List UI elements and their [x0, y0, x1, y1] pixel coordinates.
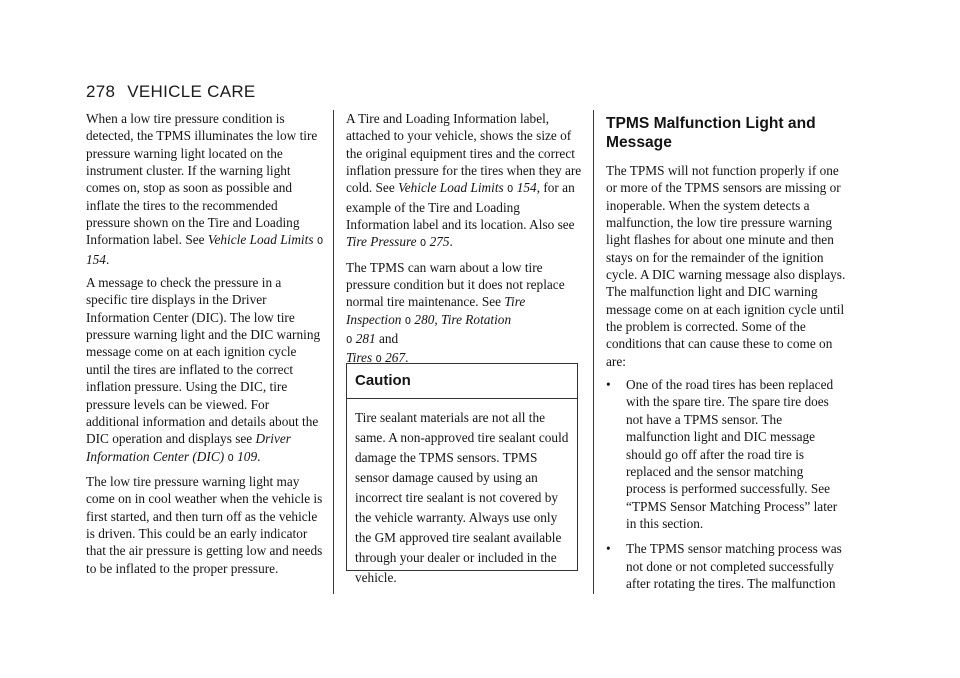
paragraph-text: A Tire and Loading Information label, attached to your vehicle, shows the size of the original equipment tires and the correct inflation pressure for the tires when they are cold. See	[346, 111, 582, 196]
cross-reference-link[interactable]: Tire Inspection 0 280	[346, 294, 526, 327]
page-ref-arrow-icon: 0	[346, 335, 353, 347]
bullet-icon: •	[606, 541, 611, 557]
page-ref-arrow-icon: 0	[507, 184, 514, 196]
cross-reference-link[interactable]: Vehicle Load Limits 0 154	[398, 180, 537, 196]
page-header	[86, 82, 268, 102]
column-divider	[333, 110, 334, 594]
cross-reference-link[interactable]: Vehicle Load Limits 0 154	[86, 232, 324, 267]
caution-title: Caution	[347, 364, 577, 399]
column-2	[346, 110, 582, 375]
page-number: 278	[86, 82, 116, 101]
column-1	[86, 110, 324, 583]
cross-reference-link[interactable]: Tire Pressure 0 275	[346, 234, 450, 250]
page-ref-arrow-icon: 0	[419, 238, 427, 250]
cross-reference-link[interactable]: Tires 0 267	[346, 350, 406, 366]
caution-text: Tire sealant materials are not all the same. A non-approved tire sealant could damage the TPMS sensors. TPMS sensor damage caused by using an incorrect tire sealant is not covered by the vehicle warranty. Always use only the GM approved tire sealant available through your dealer or included in the vehicle.	[355, 410, 569, 585]
bullet-icon: •	[606, 377, 611, 393]
paragraph-text: When a low tire pressure condition is detected, the TPMS illuminates the low tire pressure warning light located on the instrument cluster. If the warning light comes on, stop as soon as possible and inflate the tires to the recommended pressure shown on the Tire and Loading Information label. See	[86, 111, 318, 248]
paragraph-text: A message to check the pressure in a specific tire displays in the Driver Information Center (DIC). The low tire pressure warning light and the DIC warning message come on at each ignition cycle until the tires are inflated to the correct inflation pressure. Using the DIC, tire pressure levels can be viewed. For additional information and details about the DIC operation and displays see	[86, 275, 321, 447]
paragraph: The TPMS can warn about a low tire pressure condition but it does not replace normal tire maintenance. See Tire Inspection 0 280, Tire Rotation 0 281 and Tires 0 267.	[346, 259, 565, 366]
paragraph-text: The TPMS can warn about a low tire pressure condition but it does not replace normal tire maintenance. See	[346, 259, 565, 310]
paragraph: A Tire and Loading Information label, attached to your vehicle, shows the size of the original equipment tires and the correct inflation pressure for the tires when they are cold. See Vehicle Load Limits 0 154, for an example of the Tire and Loading Information label and its location. Also see Tire Pressure 0 275.	[346, 111, 582, 250]
paragraph: The TPMS will not function properly if one or more of the TPMS sensors are missing or inoperable. When the system detects a malfunction, the low tire pressure warning light flashes for about one minute and then stays on for the remainder of the ignition cycle. A DIC warning message also displays. The malfunction light and DIC warning message come on at each ignition cycle until the problem is corrected. Some of the conditions that can cause these to come on are:	[606, 163, 846, 369]
paragraph: The low tire pressure warning light may come on in cool weather when the vehicle is first started, and then turn off as the vehicle is driven. This could be an early indicator that the air pressure is getting low and needs to be inflated to the proper pressure.	[86, 473, 323, 576]
cross-reference-link[interactable]: Tire Rotation 0 281	[346, 311, 512, 347]
column-3	[606, 114, 846, 600]
page-ref-arrow-icon: 0	[316, 236, 324, 248]
section-title: VEHICLE CARE	[127, 82, 256, 101]
paragraph: When a low tire pressure condition is detected, the TPMS illuminates the low tire pressure warning light located on the instrument cluster. If the warning light comes on, stop as soon as possible and inflate the tires to the recommended pressure shown on the Tire and Loading Information label. See Vehicle Load Limits 0 154.	[86, 111, 324, 267]
list-item: • One of the road tires has been replaced with the spare tire. The spare tire does not have a TPMS sensor. The malfunction light and DIC message should go off after the road tire is replaced and the sensor matching process is performed successfully. See “TPMS Sensor Matching Process” later in this section.	[606, 377, 838, 531]
section-heading: TPMS Malfunction Light and Message	[606, 115, 816, 151]
page-ref-arrow-icon: 0	[227, 452, 234, 464]
page-ref-arrow-icon: 0	[404, 315, 412, 327]
caution-box	[346, 363, 578, 585]
list-item: • The TPMS sensor matching process was not done or not completed successfully after rotating the tires. The malfunction	[606, 541, 842, 591]
bullet-list	[606, 376, 846, 592]
page-ref-arrow-icon: 0	[375, 354, 382, 366]
cross-reference-link[interactable]: Driver Information Center (DIC) 0 109	[86, 431, 291, 464]
paragraph: A message to check the pressure in a specific tire displays in the Driver Information Center (DIC). The low tire pressure warning light and the DIC warning message come on at each ignition cycle until the tires are inflated to the correct inflation pressure. Using the DIC, tire pressure levels can be viewed. For additional information and details about the DIC operation and displays see Driver Information Center (DIC) 0 109.	[86, 275, 321, 464]
column-divider	[593, 110, 594, 594]
